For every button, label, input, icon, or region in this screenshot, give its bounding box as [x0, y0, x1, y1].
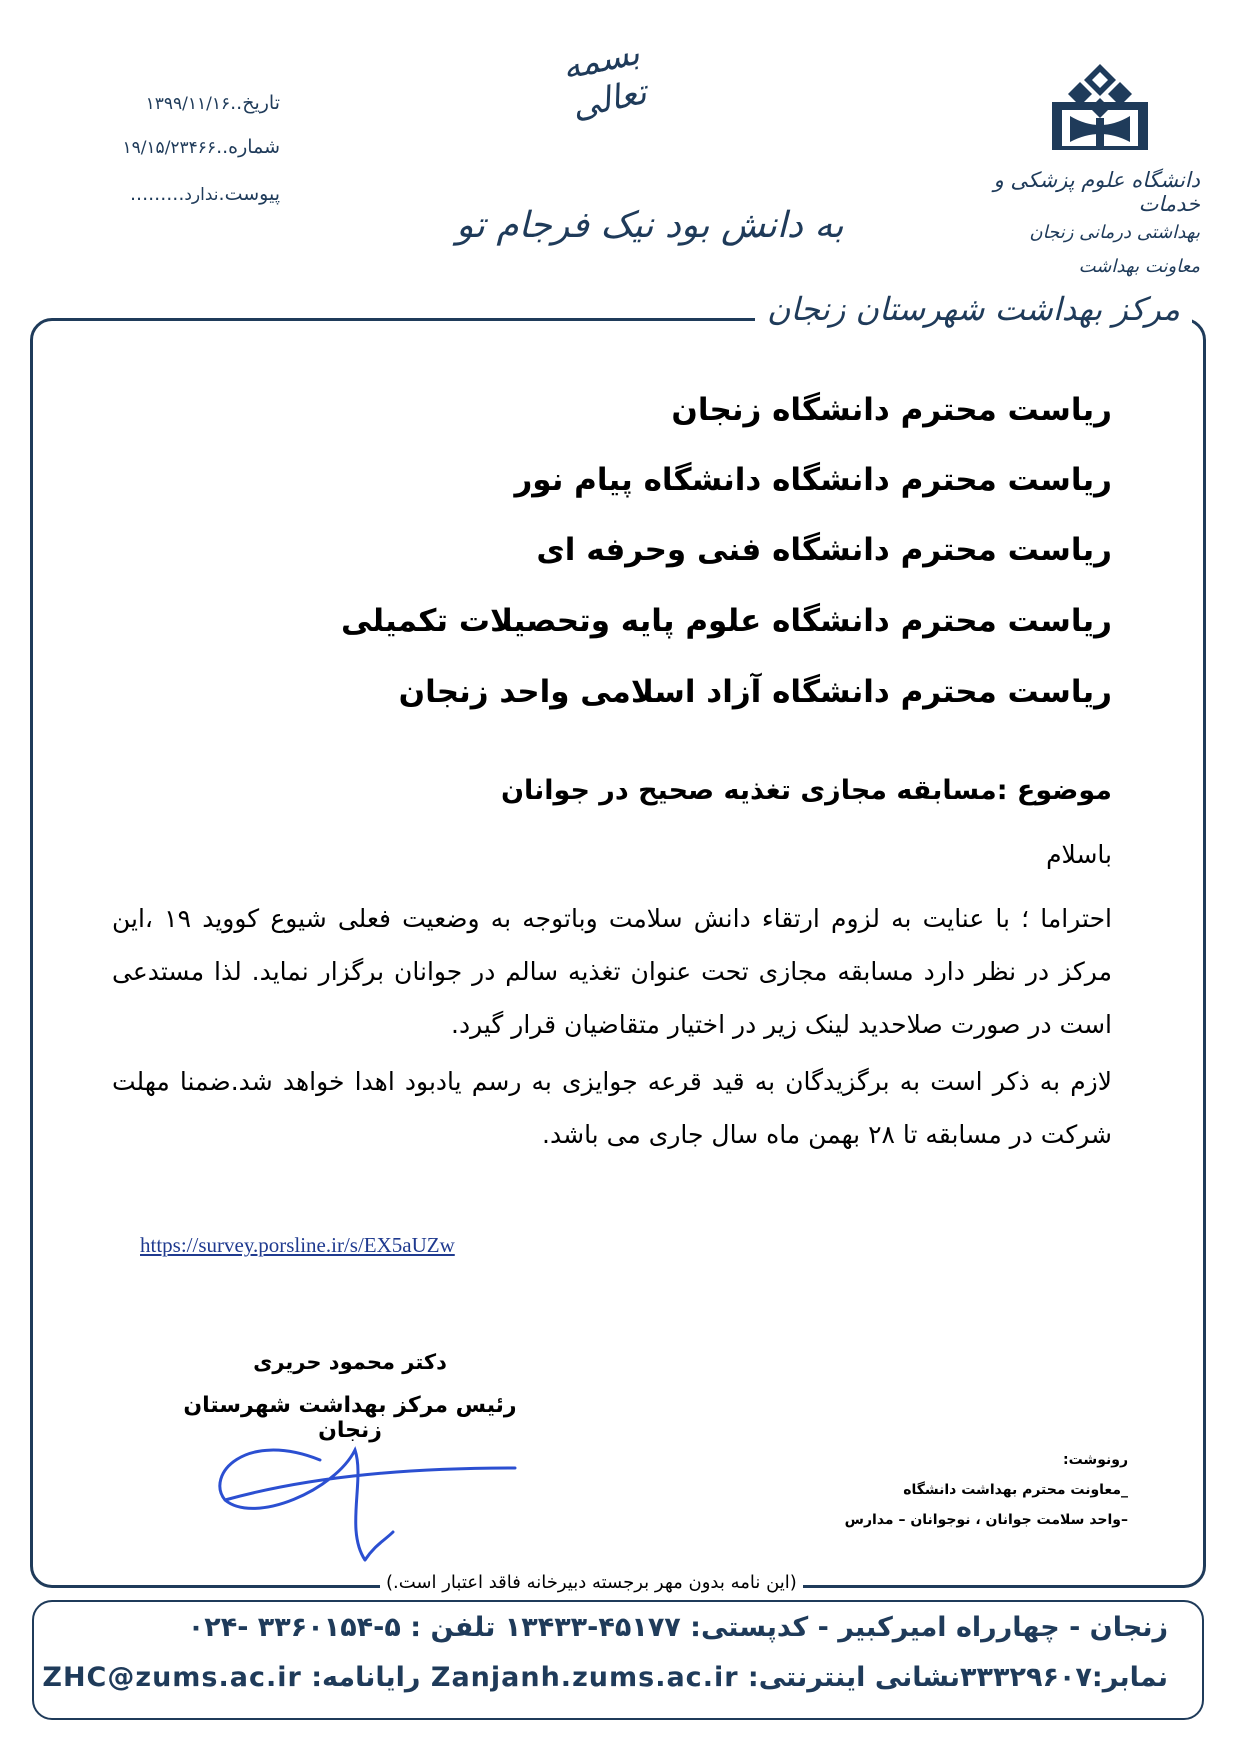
letter-greeting: باسلام: [1046, 840, 1112, 869]
letter-attachment: پیوست.ندارد.........: [130, 183, 280, 205]
health-center-name: مرکز بهداشت شهرستان زنجان: [755, 290, 1192, 328]
letter-date: تاریخ..۱۳۹۹/۱۱/۱۶: [145, 92, 280, 114]
org-line-deputy: معاونت بهداشت: [1078, 256, 1200, 277]
university-logo-icon: [1050, 62, 1150, 152]
body-paragraph: احتراما ؛ با عنایت به لزوم ارتقاء دانش سلامت وباتوجه به وضعیت فعلی شیوع کووید ۱۹ ،این مرکز در نظر دارد مسابقه مجازی تحت عنوان تغذیه سالم در جوانان برگزار نماید. لذا مستدعی است در صورت صلاحدید لینک زیر در اختیار متقاضیان قرار گیرد.: [112, 904, 1112, 1039]
signatory-title: رئیس مرکز بهداشت شهرستان زنجان: [183, 1393, 517, 1443]
body-paragraph: لازم به ذکر است به برگزیدگان به قید قرعه جوایزی به رسم یادبود اهدا خواهد شد.ضمنا مهلت شرکت در مسابقه تا ۲۸ بهمن ماه سال جاری می باشد.: [112, 1067, 1112, 1149]
survey-link[interactable]: https://survey.porsline.ir/s/EX5aUZw: [140, 1233, 455, 1257]
cc-item: –واحد سلامت جوانان ، نوجوانان – مدارس: [844, 1512, 1128, 1528]
recipient-line: ریاست محترم دانشگاه علوم پایه وتحصیلات تکمیلی: [340, 603, 1112, 639]
org-line-services: بهداشتی درمانی زنجان: [1029, 222, 1200, 243]
recipient-line: ریاست محترم دانشگاه دانشگاه پیام نور: [514, 462, 1112, 498]
recipient-line: ریاست محترم دانشگاه آزاد اسلامی واحد زنجان: [398, 674, 1112, 710]
validity-note: (این نامه بدون مهر برجسته دبیرخانه فاقد اعتبار است.): [380, 1572, 803, 1593]
recipient-line: ریاست محترم دانشگاه فنی وحرفه ای: [536, 532, 1112, 568]
cc-label: رونوشت:: [1063, 1452, 1128, 1468]
cc-item: _معاونت محترم بهداشت دانشگاه: [903, 1482, 1128, 1498]
besmellah-calligraphy: بسمه تعالی: [558, 32, 650, 127]
motto-calligraphy: به دانش بود نیک فرجام تو: [456, 205, 844, 246]
letter-subject: موضوع :مسابقه مجازی تغذیه صحیح در جوانان: [500, 775, 1112, 806]
signatory-name: دکتر محمود حریری: [253, 1350, 447, 1374]
org-line-university: دانشگاه علوم پزشکی و خدمات: [993, 168, 1200, 216]
recipient-line: ریاست محترم دانشگاه زنجان: [671, 392, 1112, 428]
footer-address-line: زنجان - چهارراه امیرکبیر - کدپستی: ۴۵۱۷۷-۱۳۴۳۳ تلفن : ۵-۳۳۶۰۱۵۴ -۰۲۴: [187, 1612, 1168, 1643]
handwritten-signature-icon: [205, 1420, 525, 1570]
footer-contact-line: نمابر:۳۳۳۲۹۶۰۷نشانی اینترنتی: Zanjanh.zums.ac.ir رایانامه: ZHC@zums.ac.ir: [42, 1662, 1168, 1693]
letter-number: شماره..۱۹/۱۵/۲۳۴۶۶: [122, 136, 280, 158]
